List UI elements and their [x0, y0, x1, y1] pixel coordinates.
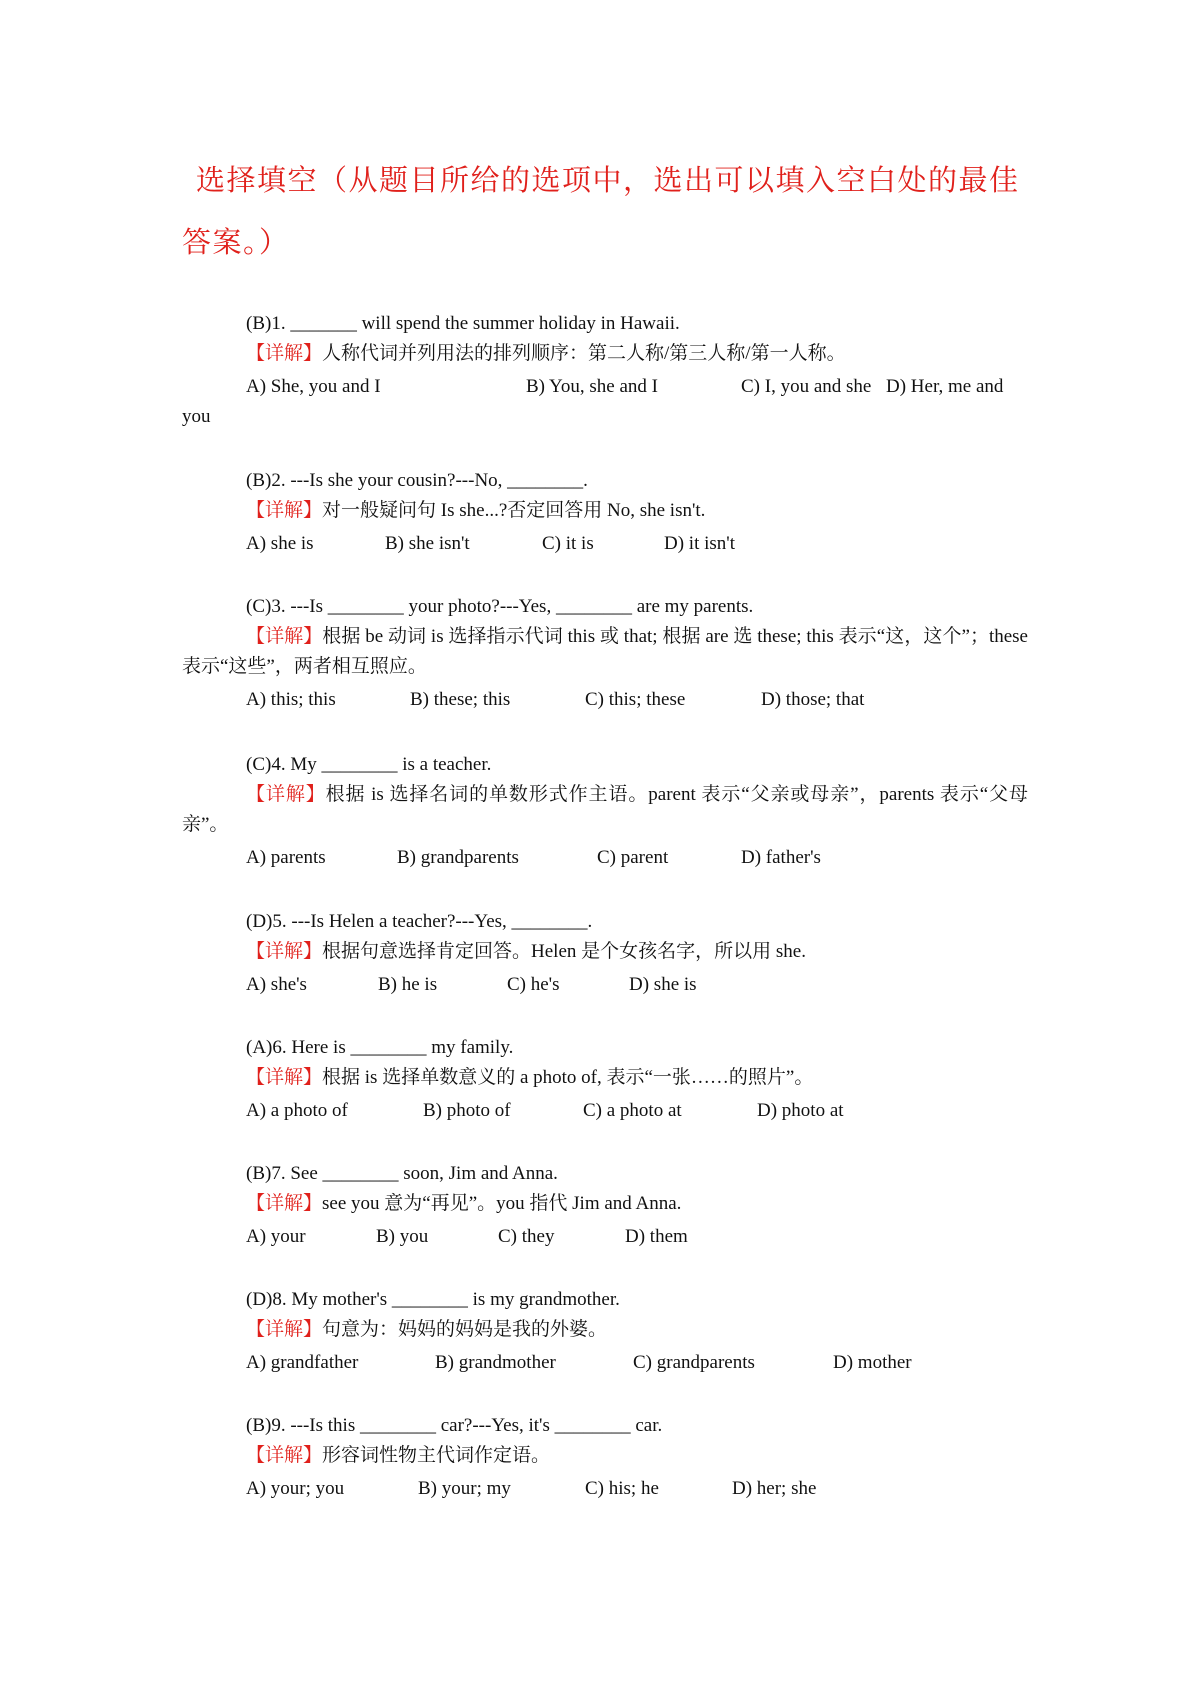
option-c: C) it is [542, 533, 594, 554]
option-c: C) I, you and she [741, 376, 872, 397]
question-2 [182, 466, 1028, 559]
option-b: B) he is [378, 974, 438, 995]
option-c: C) parent [597, 847, 669, 868]
question-explanation [182, 1441, 1028, 1471]
question-3 [182, 592, 1028, 715]
option-b: B) you [376, 1226, 429, 1247]
question-explanation [182, 1063, 1028, 1093]
option-c: C) this; these [585, 689, 686, 710]
option-a: A) this; this [246, 689, 336, 710]
question-9 [182, 1411, 1028, 1504]
option-d: D) father's [741, 847, 821, 868]
option-b: B) grandmother [435, 1352, 556, 1373]
question-explanation [182, 622, 1028, 682]
explanation-text: 根据 is 选择名词的单数形式作主语。parent 表示“父亲或母亲”，parents 表示“父母亲”。 [182, 784, 1028, 835]
question-5 [182, 907, 1028, 1000]
explanation-text: 对一般疑问句 Is she...?否定回答用 No, she isn't. [322, 500, 706, 521]
question-options [182, 970, 1028, 1000]
question-explanation [182, 937, 1028, 967]
option-b: B) photo of [423, 1100, 511, 1121]
option-d: D) mother [833, 1352, 912, 1373]
option-a: A) your; you [246, 1478, 345, 1499]
explanation-tag: 【详解】 [246, 941, 323, 962]
explanation-text: 形容词性物主代词作定语。 [322, 1445, 551, 1466]
question-stem: (A)6. Here is ________ my family. [246, 1037, 514, 1058]
question-stem: (B)1. _______ will spend the summer holiday in Hawaii. [246, 313, 680, 334]
option-c: C) a photo at [583, 1100, 682, 1121]
explanation-text: 句意为：妈妈的妈妈是我的外婆。 [322, 1319, 608, 1340]
explanation-text: see you 意为“再见”。you 指代 Jim and Anna. [322, 1193, 682, 1214]
option-d: D) those; that [761, 689, 865, 710]
explanation-tag: 【详解】 [246, 1445, 323, 1466]
option-d: D) she is [629, 974, 697, 995]
page-title: 选择填空（从题目所给的选项中，选出可以填入空白处的最佳答案。） [182, 165, 1020, 259]
question-stem: (B)2. ---Is she your cousin?---No, ________. [246, 470, 588, 491]
option-c: C) his; he [585, 1478, 659, 1499]
question-explanation [182, 1315, 1028, 1345]
question-options [182, 685, 1028, 715]
explanation-tag: 【详解】 [246, 1193, 323, 1214]
question-6 [182, 1033, 1028, 1126]
option-b: B) your; my [418, 1478, 511, 1499]
question-stem: (C)3. ---Is ________ your photo?---Yes, ________ are my parents. [246, 596, 754, 617]
explanation-text: 根据句意选择肯定回答。Helen 是个女孩名字，所以用 she. [322, 941, 806, 962]
question-4 [182, 750, 1028, 873]
question-stem: (C)4. My ________ is a teacher. [246, 754, 492, 775]
explanation-tag: 【详解】 [246, 1319, 323, 1340]
question-stem: (B)7. See ________ soon, Jim and Anna. [246, 1163, 558, 1184]
question-stem: (D)8. My mother's ________ is my grandmother. [246, 1289, 620, 1310]
option-b: B) grandparents [397, 847, 519, 868]
question-1 [182, 309, 1028, 432]
question-explanation [182, 1189, 1028, 1219]
question-stem: (D)5. ---Is Helen a teacher?---Yes, ________. [246, 911, 593, 932]
explanation-text: 根据 is 选择单数意义的 a photo of, 表示“一张……的照片”。 [322, 1067, 814, 1088]
option-d: D) photo at [757, 1100, 844, 1121]
question-stem: (B)9. ---Is this ________ car?---Yes, it's ________ car. [246, 1415, 663, 1436]
question-options [182, 1096, 1028, 1126]
explanation-tag: 【详解】 [246, 343, 323, 364]
option-d: D) them [625, 1226, 688, 1247]
explanation-tag: 【详解】 [246, 626, 323, 647]
option-d: D) it isn't [664, 533, 735, 554]
option-d: D) Her, me and you [182, 376, 1004, 427]
question-options [182, 1348, 1028, 1378]
question-7 [182, 1159, 1028, 1252]
question-options [182, 529, 1028, 559]
option-a: A) she's [246, 974, 307, 995]
question-explanation [182, 780, 1028, 840]
explanation-tag: 【详解】 [246, 500, 323, 521]
option-a: A) parents [246, 847, 326, 868]
option-a: A) a photo of [246, 1100, 348, 1121]
option-c: C) he's [507, 974, 560, 995]
question-options [182, 372, 1028, 432]
explanation-text: 人称代词并列用法的排列顺序：第二人称/第三人称/第一人称。 [322, 343, 846, 364]
option-b: B) these; this [410, 689, 511, 710]
explanation-text: 根据 be 动词 is 选择指示代词 this 或 that; 根据 are 选 these; this 表示“这，这个”；these 表示“这些”，两者相互照应。 [182, 626, 1028, 677]
question-options [182, 1474, 1028, 1504]
question-8 [182, 1285, 1028, 1378]
explanation-tag: 【详解】 [246, 784, 326, 805]
option-b: B) You, she and I [526, 376, 658, 397]
option-a: A) grandfather [246, 1352, 359, 1373]
option-d: D) her; she [732, 1478, 817, 1499]
option-b: B) she isn't [385, 533, 470, 554]
question-explanation [182, 496, 1028, 526]
explanation-tag: 【详解】 [246, 1067, 323, 1088]
option-c: C) grandparents [633, 1352, 755, 1373]
question-options [182, 1222, 1028, 1252]
question-explanation [182, 339, 1028, 369]
option-a: A) she is [246, 533, 314, 554]
question-options [182, 843, 1028, 873]
option-a: A) She, you and I [246, 376, 381, 397]
option-c: C) they [498, 1226, 555, 1247]
option-a: A) your [246, 1226, 306, 1247]
